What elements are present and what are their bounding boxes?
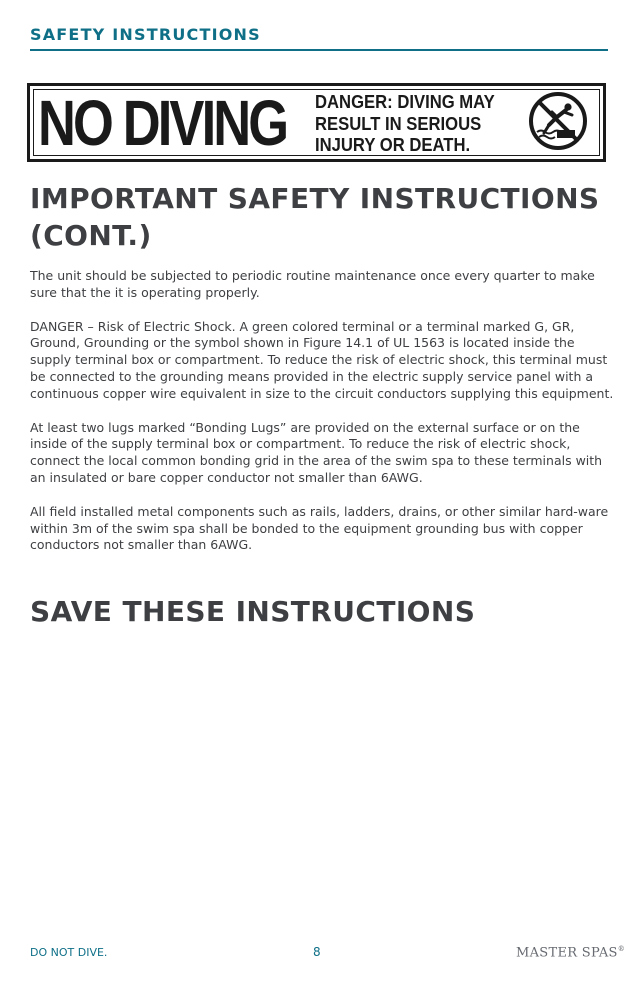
- registered-mark: ®: [617, 945, 626, 953]
- paragraph: At least two lugs marked “Bonding Lugs” are provided on the external surface or on the inside of the supply terminal box or compartment. To reduce the risk of electric shock, connect the local common bonding grid in the area of the swim spa to these terminals with an insulated or bare copper conductor not smaller than 6AWG.: [30, 419, 603, 485]
- sign-warning-line: RESULT IN SERIOUS: [315, 112, 482, 134]
- brand-name: MASTER SPAS: [516, 945, 618, 961]
- sign-warning-line: INJURY OR DEATH.: [315, 134, 471, 155]
- paragraph: The unit should be subjected to periodic routine maintenance once every quarter to make sure that the it is operating properly.: [30, 268, 595, 300]
- section-header: SAFETY INSTRUCTIONS: [30, 25, 261, 44]
- brand-logo: [516, 945, 625, 960]
- no-diving-symbol-icon: [527, 90, 589, 152]
- page-title-line: (CONT.): [30, 219, 152, 252]
- sign-danger-warning: [315, 91, 513, 156]
- header-divider: [30, 49, 608, 51]
- page-title: [30, 180, 620, 254]
- save-instructions-heading: SAVE THESE INSTRUCTIONS: [30, 595, 476, 628]
- instructions-body: [30, 268, 618, 571]
- paragraph: DANGER – Risk of Electric Shock. A green colored terminal or a terminal marked G, GR, Ground, Grounding or the symbol shown in Figure 14.1 of UL 1563 is located inside the supply terminal box or compartment. To reduce the risk of electric shock, this terminal must be connected to the grounding means provided in the electric supply service panel with a continuous copper wire equivalent in size to the circuit conductors supplying this equipment.: [30, 318, 614, 401]
- sign-no-diving-text: NO DIVING: [38, 87, 287, 159]
- paragraph: All field installed metal components such as rails, ladders, drains, or other similar hard-ware within 3m of the swim spa shall be bonded to the equipment grounding bus with copper conductors not smaller than 6AWG.: [30, 503, 609, 553]
- sign-warning-line: DANGER: DIVING MAY: [315, 91, 495, 112]
- footer-note: DO NOT DIVE.: [30, 946, 108, 959]
- page-title-line: IMPORTANT SAFETY INSTRUCTIONS: [30, 182, 600, 215]
- no-diving-sign: [27, 83, 606, 162]
- page-number: 8: [313, 945, 321, 959]
